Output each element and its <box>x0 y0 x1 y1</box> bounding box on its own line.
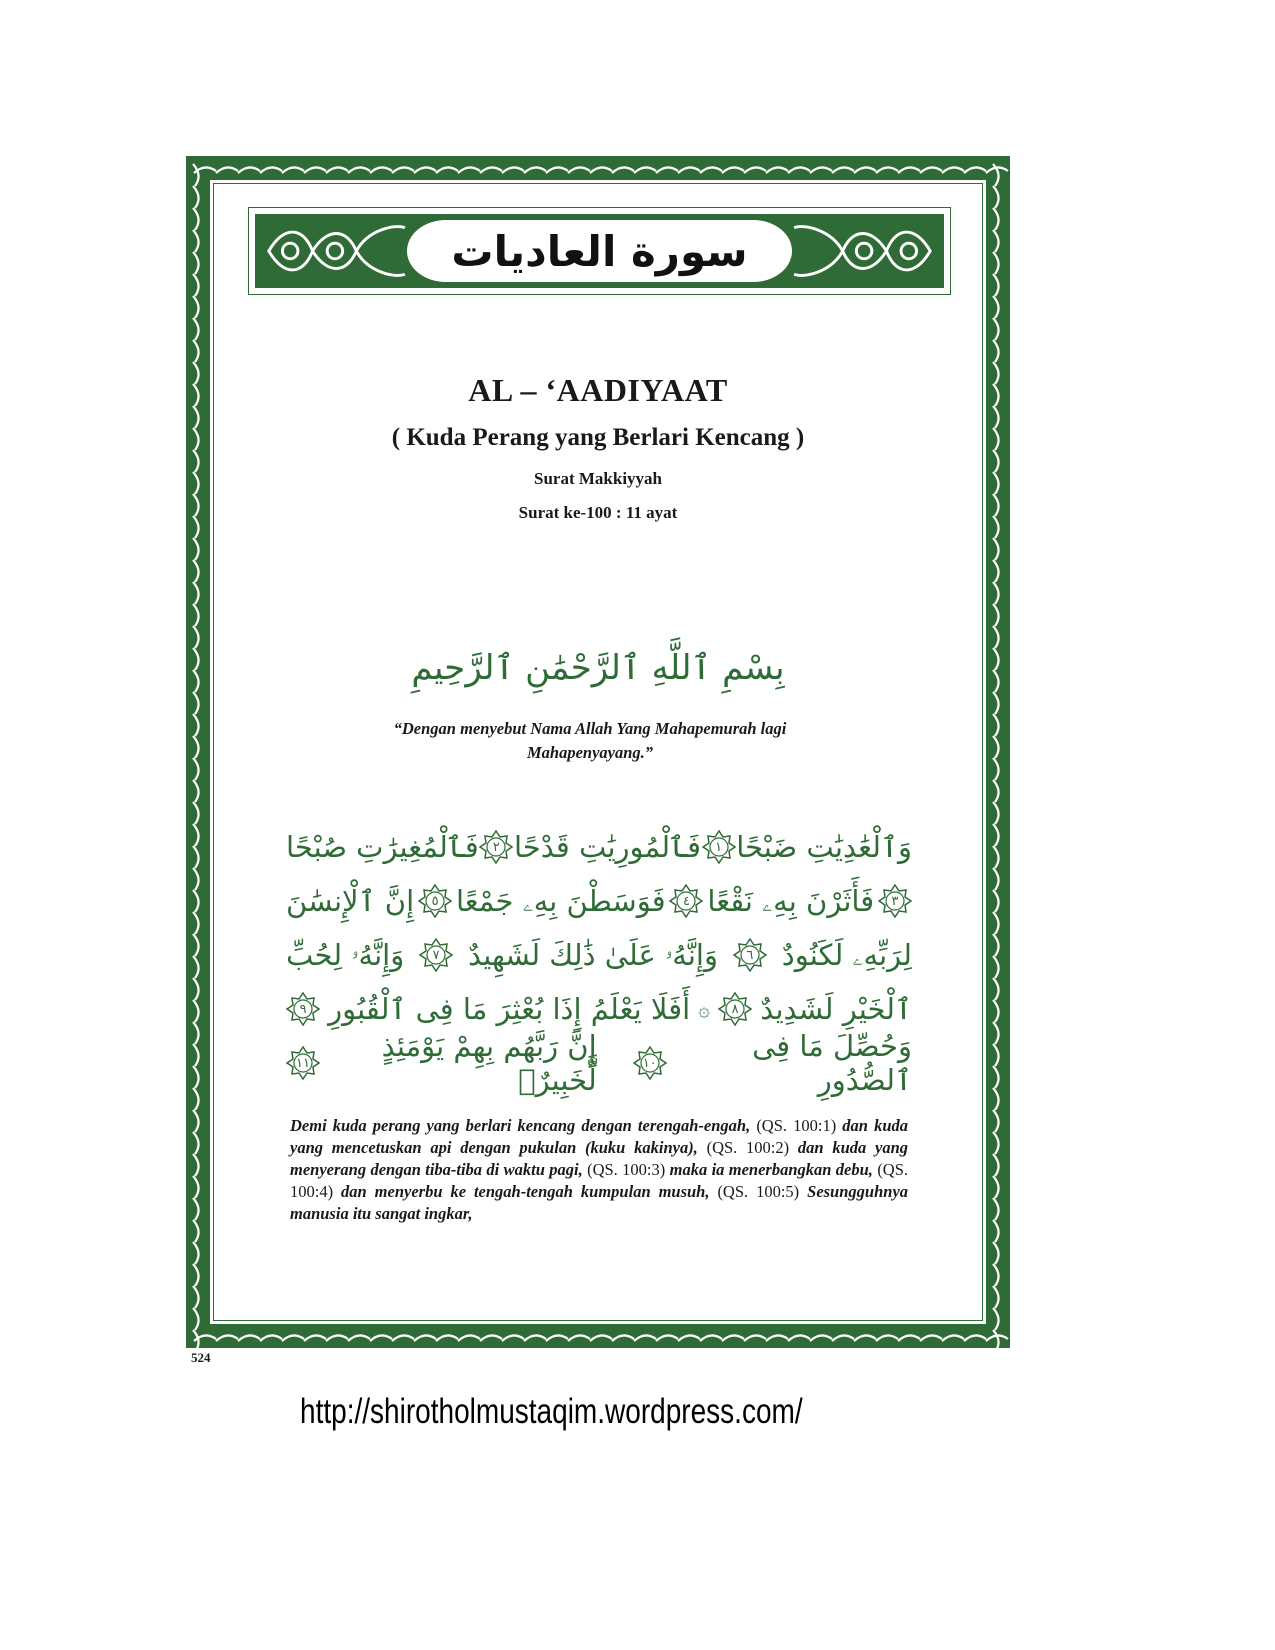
ayah-marker <box>702 830 736 864</box>
ayah-marker <box>418 884 452 918</box>
verse-line <box>286 820 912 874</box>
surah-type: Surat Makkiyyah <box>534 469 662 488</box>
ayah-number: ٥ <box>431 893 439 909</box>
translation-sentence: Sesungguhnya manusia itu sangat ingkar, <box>290 1182 909 1223</box>
translation-sentence: dan kuda yang mencetuskan api dengan pukulan (kuku kakinya), <box>290 1116 908 1157</box>
verse-line <box>286 982 912 1036</box>
translation-sentence: Demi kuda perang yang berlari kencang dengan terengah-engah, <box>290 1116 751 1135</box>
translation-sentence: dan kuda yang menyerang dengan tiba-tiba di waktu pagi, <box>290 1138 909 1179</box>
basmalah-arabic: بِسْمِ ٱللَّهِ ٱلرَّحْمَٰنِ ٱلرَّحِيمِ <box>411 648 785 688</box>
verse-text: فَأَثَرْنَ بِهِۦ نَقْعًا <box>707 883 875 918</box>
verse-reference: (QS. 100:1) <box>756 1116 837 1135</box>
verse-text: لِرَبِّهِۦ لَكَنُودٌ <box>781 937 912 972</box>
surah-ayat-count: Surat ke-100 : 11 ayat <box>518 503 678 522</box>
verse-text: فَٱلْمُغِيرَٰتِ صُبْحًا <box>286 830 479 864</box>
ayah-number: ٤ <box>682 893 690 909</box>
footer-url-link[interactable]: http://shirotholmustaqim.wordpress.com/ <box>300 1392 803 1431</box>
verse-text: إِنَّ ٱلْإِنسَٰنَ <box>286 884 415 918</box>
verse-reference: (QS. 100:4) <box>290 1160 909 1201</box>
translation-paragraph <box>290 1115 908 1225</box>
verse-text: فَٱلْمُورِيَٰتِ قَدْحًا <box>513 830 701 864</box>
verse-text: فَوَسَطْنَ بِهِۦ جَمْعًا <box>455 883 666 918</box>
ayah-marker <box>669 884 703 918</box>
verse-reference: (QS. 100:3) <box>587 1160 666 1179</box>
basmalah-translation: “Dengan menyebut Nama Allah Yang Mahapemurah lagi Mahapenyayang.” <box>393 719 787 762</box>
surah-subtitle: ( Kuda Perang yang Berlari Kencang ) <box>391 424 805 451</box>
verse-text: وَإِنَّهُۥ عَلَىٰ ذَٰلِكَ لَشَهِيدٌ <box>468 937 718 972</box>
sajdah-mark-icon: ۞ <box>698 997 710 1021</box>
ayah-marker <box>633 1046 667 1080</box>
ayah-marker <box>733 938 767 972</box>
verse-text: ٱلْخَيْرِ لَشَدِيدٌ <box>760 992 912 1026</box>
verse-line <box>286 928 912 982</box>
ayah-number: ١١ <box>296 1055 310 1071</box>
ayah-number: ٧ <box>432 947 440 963</box>
arabic-verses <box>286 820 912 1097</box>
verse-text: وَإِنَّهُۥ لِحُبِّ <box>286 937 405 972</box>
translation-sentence: dan menyerbu ke tengah-tengah kumpulan musuh, <box>341 1182 710 1201</box>
surah-header-banner <box>248 207 951 295</box>
verse-text: أَفَلَا يَعْلَمُ إِذَا بُعْثِرَ مَا فِى ٱلْقُبُورِ <box>328 992 691 1026</box>
verse-text: وَحُصِّلَ مَا فِى ٱلصُّدُورِ <box>752 1029 912 1097</box>
ayah-marker <box>286 1046 320 1080</box>
translation-sentence: maka ia menerbangkan debu, <box>669 1160 873 1179</box>
ayah-marker <box>419 938 453 972</box>
ayah-marker <box>878 884 912 918</box>
arabic-surah-title: سورة العاديات <box>451 226 748 276</box>
ayah-number: ٢ <box>492 839 500 855</box>
surah-title: AL – ‘AADIYAAT <box>468 372 728 408</box>
verse-line <box>286 1029 912 1097</box>
ayah-marker <box>286 992 320 1026</box>
ayah-number: ٦ <box>746 947 754 963</box>
ayah-number: ٨ <box>731 1001 739 1017</box>
page-number: 524 <box>191 1350 211 1365</box>
verse-reference: (QS. 100:5) <box>717 1182 800 1201</box>
ayah-number: ١٠ <box>642 1055 657 1071</box>
ayah-marker <box>718 992 752 1026</box>
ayah-number: ٣ <box>891 893 899 909</box>
ayah-marker <box>479 830 513 864</box>
verse-reference: (QS. 100:2) <box>706 1138 790 1157</box>
verse-line <box>286 874 912 928</box>
verse-text: وَٱلْعَٰدِيَٰتِ ضَبْحًا <box>736 830 912 864</box>
verse-text: إِنَّ رَبَّهُم بِهِمْ يَوْمَئِذٍ لَّخَبِيرٌۢ <box>381 1029 597 1097</box>
ayah-number: ١ <box>715 839 723 855</box>
ayah-number: ٩ <box>299 1001 307 1017</box>
